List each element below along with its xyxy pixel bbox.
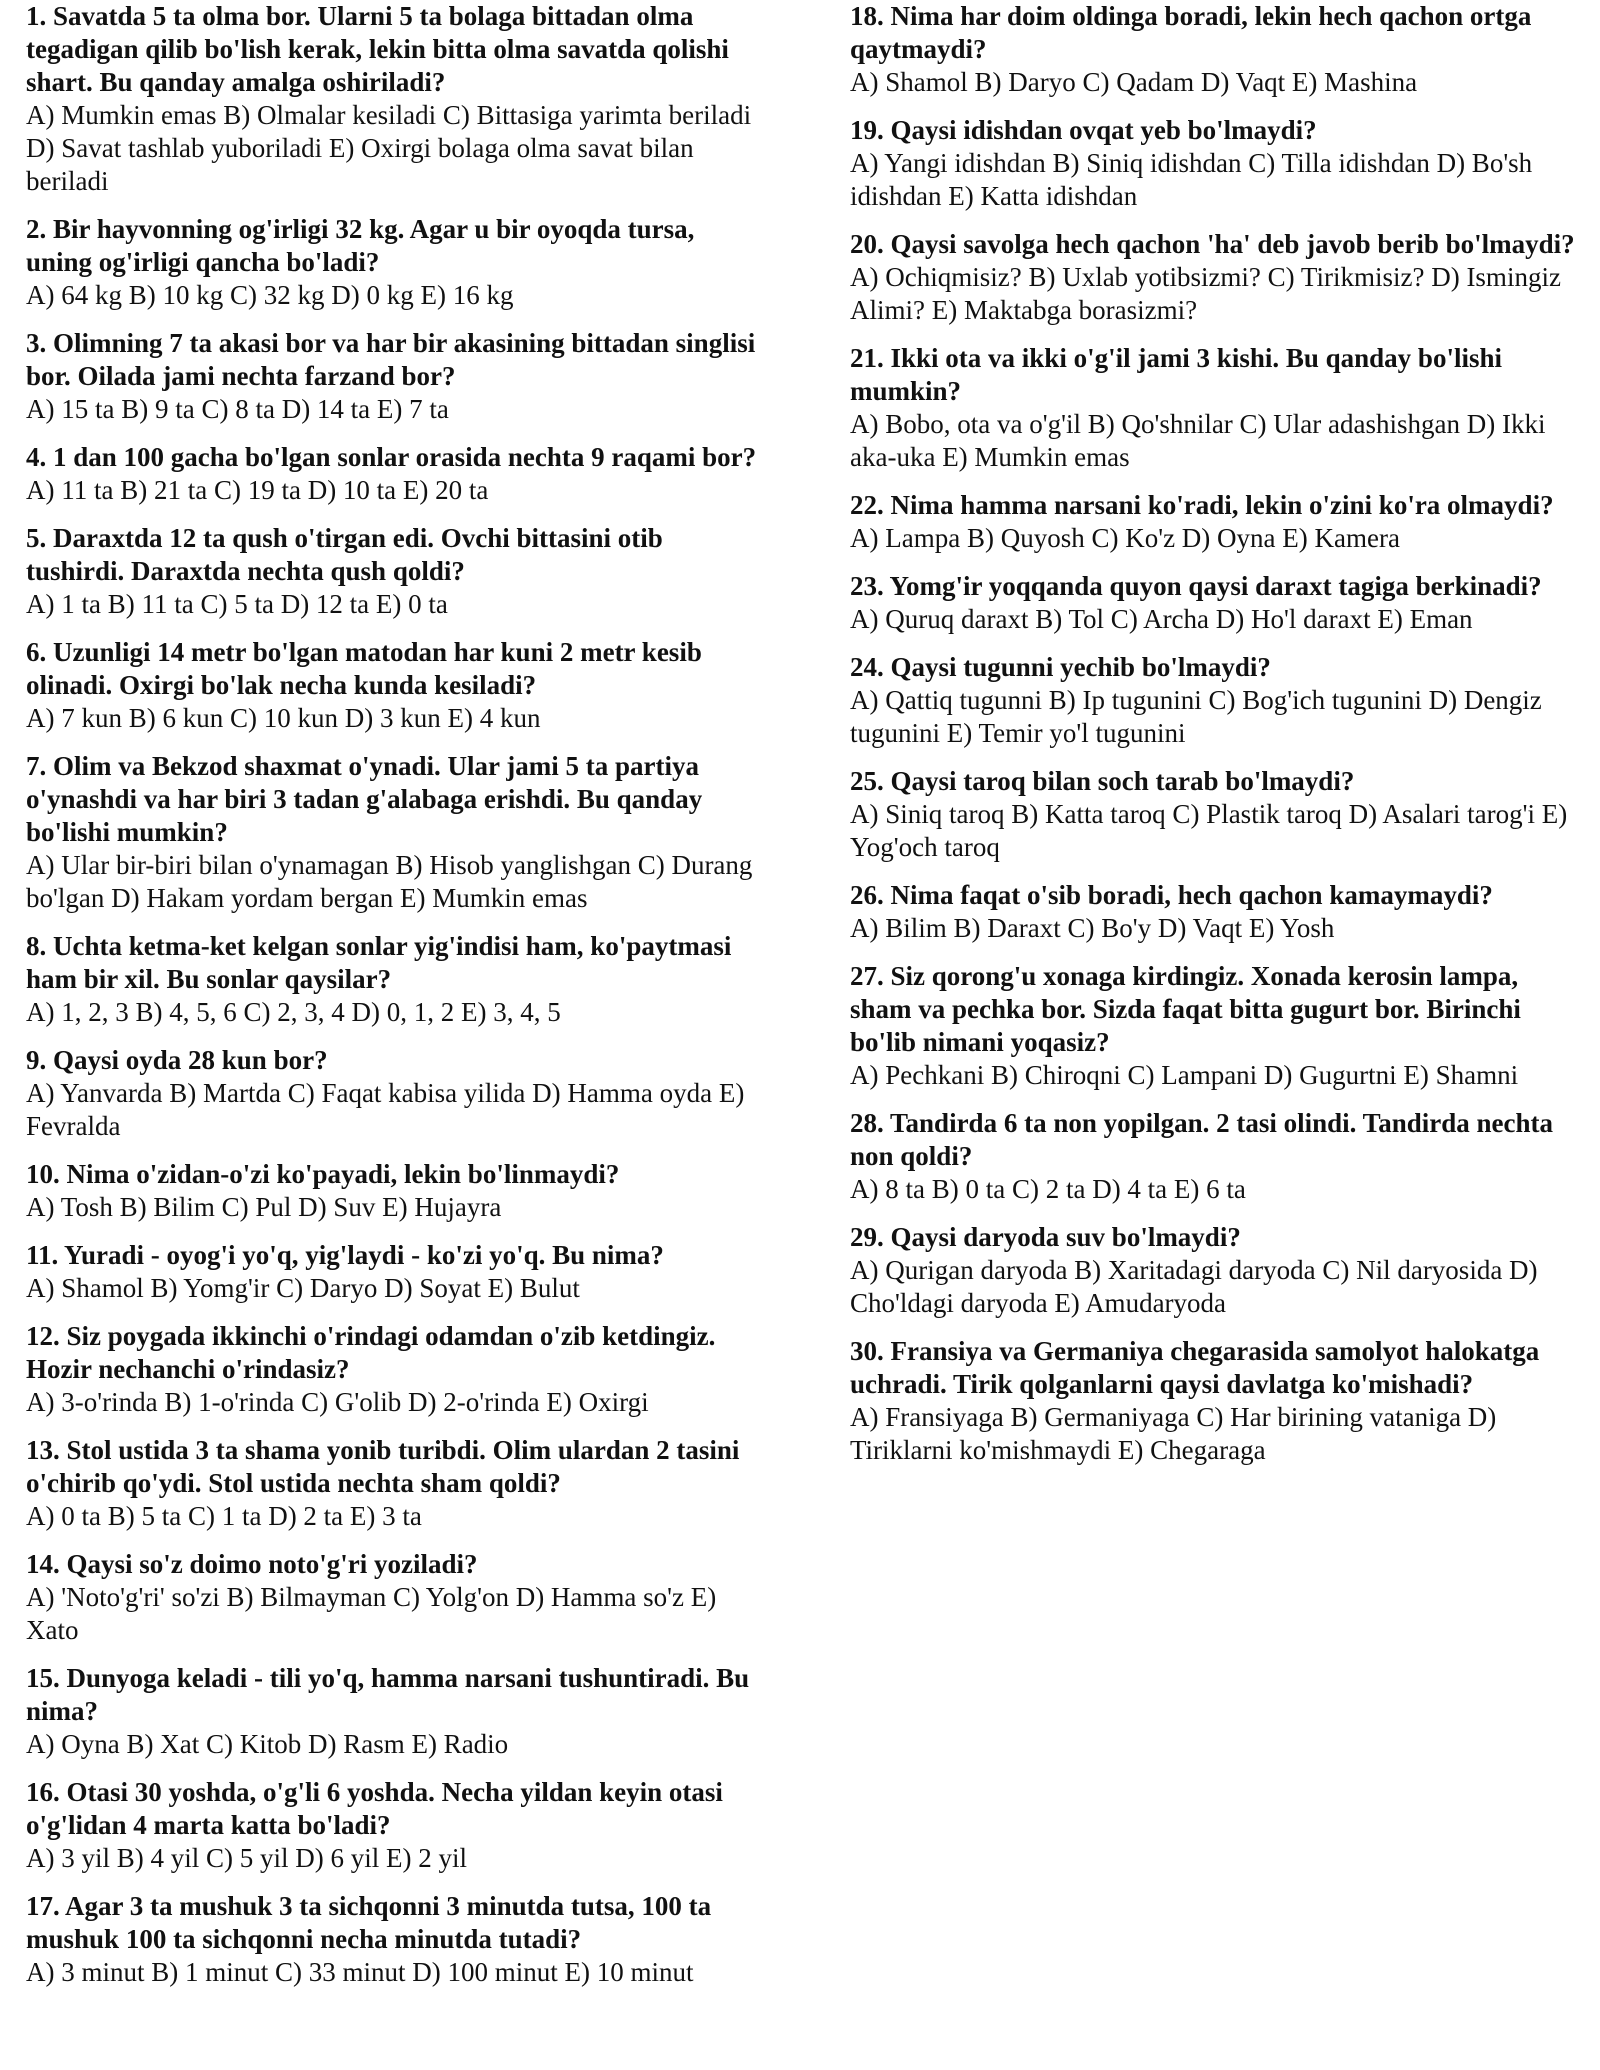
- answer-options: A) Shamol B) Yomg'ir C) Daryo D) Soyat E) Bulut: [26, 1273, 580, 1303]
- question-text: 18. Nima har doim oldinga boradi, lekin hech qachon ortga qaytmaydi?: [850, 1, 1532, 64]
- answer-options: A) 64 kg B) 10 kg C) 32 kg D) 0 kg E) 16 kg: [26, 280, 514, 310]
- question-21: [850, 342, 1580, 474]
- question-15: [26, 1662, 766, 1761]
- question-text: 23. Yomg'ir yoqqanda quyon qaysi daraxt tagiga berkinadi?: [850, 571, 1542, 601]
- question-text: 20. Qaysi savolga hech qachon 'ha' deb javob berib bo'lmaydi?: [850, 229, 1575, 259]
- answer-options: A) Bilim B) Daraxt C) Bo'y D) Vaqt E) Yosh: [850, 913, 1335, 943]
- answer-options: A) Qattiq tugunni B) Ip tugunini C) Bog'ich tugunini D) Dengiz tugunini E) Temir yo'l tugunini: [850, 685, 1542, 748]
- question-14: [26, 1548, 766, 1647]
- answer-options: A) Fransiyaga B) Germaniyaga C) Har birining vataniga D) Tiriklarni ko'mishmaydi E) Chegaraga: [850, 1402, 1497, 1465]
- answer-options: A) 15 ta B) 9 ta C) 8 ta D) 14 ta E) 7 ta: [26, 394, 449, 424]
- answer-options: A) Lampa B) Quyosh C) Ko'z D) Oyna E) Kamera: [850, 523, 1400, 553]
- question-5: [26, 522, 766, 621]
- answer-options: A) 3 yil B) 4 yil C) 5 yil D) 6 yil E) 2 yil: [26, 1843, 467, 1873]
- question-1: [26, 0, 766, 198]
- question-text: 27. Siz qorong'u xonaga kirdingiz. Xonada kerosin lampa, sham va pechka bor. Sizda faqat bitta gugurt bor. Birinchi bo'lib nimani yoqasiz?: [850, 961, 1521, 1057]
- answer-options: A) 3-o'rinda B) 1-o'rinda C) G'olib D) 2-o'rinda E) Oxirgi: [26, 1387, 649, 1417]
- answer-options: A) Oyna B) Xat C) Kitob D) Rasm E) Radio: [26, 1729, 509, 1759]
- question-text: 19. Qaysi idishdan ovqat yeb bo'lmaydi?: [850, 115, 1317, 145]
- question-8: [26, 930, 766, 1029]
- question-11: [26, 1239, 766, 1305]
- question-7: [26, 750, 766, 915]
- answer-options: A) 'Noto'g'ri' so'zi B) Bilmayman C) Yolg'on D) Hamma so'z E) Xato: [26, 1582, 717, 1645]
- question-text: 4. 1 dan 100 gacha bo'lgan sonlar orasida nechta 9 raqami bor?: [26, 442, 757, 472]
- question-28: [850, 1107, 1580, 1206]
- answer-options: A) Ochiqmisiz? B) Uxlab yotibsizmi? C) Tirikmisiz? D) Ismingiz Alimi? E) Maktabga borasizmi?: [850, 262, 1561, 325]
- answer-options: A) 3 minut B) 1 minut C) 33 minut D) 100 minut E) 10 minut: [26, 1957, 694, 1987]
- question-25: [850, 765, 1580, 864]
- answer-options: A) Qurigan daryoda B) Xaritadagi daryoda C) Nil daryosida D) Cho'ldagi daryoda E) Amudaryoda: [850, 1255, 1538, 1318]
- question-12: [26, 1320, 766, 1419]
- question-text: 5. Daraxtda 12 ta qush o'tirgan edi. Ovchi bittasini otib tushirdi. Daraxtda nechta qush qoldi?: [26, 523, 663, 586]
- question-22: [850, 489, 1580, 555]
- answer-options: A) Tosh B) Bilim C) Pul D) Suv E) Hujayra: [26, 1192, 502, 1222]
- question-23: [850, 570, 1580, 636]
- question-text: 21. Ikki ota va ikki o'g'il jami 3 kishi. Bu qanday bo'lishi mumkin?: [850, 343, 1502, 406]
- left-column: [26, 0, 766, 2004]
- question-3: [26, 327, 766, 426]
- question-text: 16. Otasi 30 yoshda, o'g'li 6 yoshda. Necha yildan keyin otasi o'g'lidan 4 marta katta bo'ladi?: [26, 1777, 723, 1840]
- question-6: [26, 636, 766, 735]
- question-19: [850, 114, 1580, 213]
- answer-options: A) 1, 2, 3 B) 4, 5, 6 C) 2, 3, 4 D) 0, 1, 2 E) 3, 4, 5: [26, 997, 561, 1027]
- question-10: [26, 1158, 766, 1224]
- answer-options: A) 0 ta B) 5 ta C) 1 ta D) 2 ta E) 3 ta: [26, 1501, 422, 1531]
- question-text: 12. Siz poygada ikkinchi o'rindagi odamdan o'zib ketdingiz. Hozir nechanchi o'rindasiz?: [26, 1321, 716, 1384]
- answer-options: A) Yangi idishdan B) Siniq idishdan C) Tilla idishdan D) Bo'sh idishdan E) Katta idishdan: [850, 148, 1533, 211]
- question-text: 13. Stol ustida 3 ta shama yonib turibdi. Olim ulardan 2 tasini o'chirib qo'ydi. Stol ustida nechta sham qoldi?: [26, 1435, 740, 1498]
- question-text: 14. Qaysi so'z doimo noto'g'ri yoziladi?: [26, 1549, 478, 1579]
- answer-options: A) 1 ta B) 11 ta C) 5 ta D) 12 ta E) 0 ta: [26, 589, 448, 619]
- answer-options: A) Yanvarda B) Martda C) Faqat kabisa yilida D) Hamma oyda E) Fevralda: [26, 1078, 745, 1141]
- question-16: [26, 1776, 766, 1875]
- answer-options: A) Mumkin emas B) Olmalar kesiladi C) Bittasiga yarimta beriladi D) Savat tashlab yuboriladi E) Oxirgi bolaga olma savat bilan beriladi: [26, 100, 752, 196]
- question-text: 29. Qaysi daryoda suv bo'lmaydi?: [850, 1222, 1241, 1252]
- question-13: [26, 1434, 766, 1533]
- question-text: 25. Qaysi taroq bilan soch tarab bo'lmaydi?: [850, 766, 1355, 796]
- question-text: 26. Nima faqat o'sib boradi, hech qachon kamaymaydi?: [850, 880, 1493, 910]
- question-text: 9. Qaysi oyda 28 kun bor?: [26, 1045, 328, 1075]
- question-24: [850, 651, 1580, 750]
- question-text: 17. Agar 3 ta mushuk 3 ta sichqonni 3 minutda tutsa, 100 ta mushuk 100 ta sichqonni necha minutda tutadi?: [26, 1891, 712, 1954]
- question-text: 11. Yuradi - oyog'i yo'q, yig'laydi - ko'zi yo'q. Bu nima?: [26, 1240, 664, 1270]
- question-text: 22. Nima hamma narsani ko'radi, lekin o'zini ko'ra olmaydi?: [850, 490, 1554, 520]
- answer-options: A) Quruq daraxt B) Tol C) Archa D) Ho'l daraxt E) Eman: [850, 604, 1473, 634]
- answer-options: A) Shamol B) Daryo C) Qadam D) Vaqt E) Mashina: [850, 67, 1418, 97]
- answer-options: A) Ular bir-biri bilan o'ynamagan B) Hisob yanglishgan C) Durang bo'lgan D) Hakam yordam bergan E) Mumkin emas: [26, 850, 753, 913]
- question-27: [850, 960, 1580, 1092]
- question-text: 28. Tandirda 6 ta non yopilgan. 2 tasi olindi. Tandirda nechta non qoldi?: [850, 1108, 1553, 1171]
- question-text: 3. Olimning 7 ta akasi bor va har bir akasining bittadan singlisi bor. Oilada jami nechta farzand bor?: [26, 328, 756, 391]
- question-2: [26, 213, 766, 312]
- question-text: 24. Qaysi tugunni yechib bo'lmaydi?: [850, 652, 1271, 682]
- answer-options: A) Pechkani B) Chiroqni C) Lampani D) Gugurtni E) Shamni: [850, 1060, 1519, 1090]
- question-text: 7. Olim va Bekzod shaxmat o'ynadi. Ular jami 5 ta partiya o'ynashdi va har biri 3 tadan g'alabaga erishdi. Bu qanday bo'lishi mumkin?: [26, 751, 703, 847]
- question-4: [26, 441, 766, 507]
- answer-options: A) Bobo, ota va o'g'il B) Qo'shnilar C) Ular adashishgan D) Ikki aka-uka E) Mumkin emas: [850, 409, 1546, 472]
- question-text: 2. Bir hayvonning og'irligi 32 kg. Agar u bir oyoqda tursa, uning og'irligi qancha bo'ladi?: [26, 214, 695, 277]
- question-9: [26, 1044, 766, 1143]
- question-text: 8. Uchta ketma-ket kelgan sonlar yig'indisi ham, ko'paytmasi ham bir xil. Bu sonlar qaysilar?: [26, 931, 732, 994]
- answer-options: A) 8 ta B) 0 ta C) 2 ta D) 4 ta E) 6 ta: [850, 1174, 1246, 1204]
- answer-options: A) Siniq taroq B) Katta taroq C) Plastik taroq D) Asalari tarog'i E) Yog'och taroq: [850, 799, 1568, 862]
- question-text: 30. Fransiya va Germaniya chegarasida samolyot halokatga uchradi. Tirik qolganlarni qaysi davlatga ko'mishadi?: [850, 1336, 1540, 1399]
- question-20: [850, 228, 1580, 327]
- question-text: 1. Savatda 5 ta olma bor. Ularni 5 ta bolaga bittadan olma tegadigan qilib bo'lish kerak, lekin bitta olma savatda qolishi shart. Bu qanday amalga oshiriladi?: [26, 1, 729, 97]
- question-18: [850, 0, 1580, 99]
- question-26: [850, 879, 1580, 945]
- right-column: [850, 0, 1580, 1482]
- question-text: 10. Nima o'zidan-o'zi ko'payadi, lekin bo'linmaydi?: [26, 1159, 620, 1189]
- question-text: 15. Dunyoga keladi - tili yo'q, hamma narsani tushuntiradi. Bu nima?: [26, 1663, 750, 1726]
- question-30: [850, 1335, 1580, 1467]
- question-text: 6. Uzunligi 14 metr bo'lgan matodan har kuni 2 metr kesib olinadi. Oxirgi bo'lak necha kunda kesiladi?: [26, 637, 702, 700]
- answer-options: A) 7 kun B) 6 kun C) 10 kun D) 3 kun E) 4 kun: [26, 703, 541, 733]
- answer-options: A) 11 ta B) 21 ta C) 19 ta D) 10 ta E) 20 ta: [26, 475, 489, 505]
- question-29: [850, 1221, 1580, 1320]
- question-17: [26, 1890, 766, 1989]
